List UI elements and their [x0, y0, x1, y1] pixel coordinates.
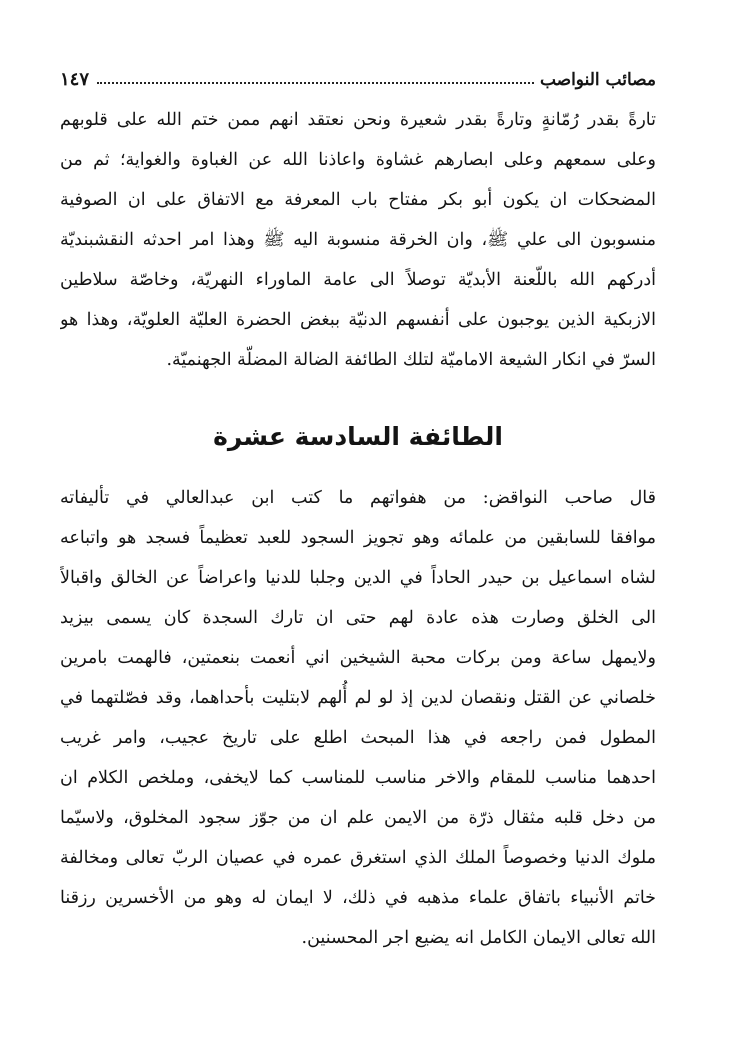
text-line: قال صاحب النواقض: من هفواتهم ما كتب ابن عبدالعالي في تأليفاته	[60, 488, 656, 508]
text-line: ملوك الدنيا وخصوصاً الملك الذي استغرق عمره في عصيان الربّ تعالى ومخالفة	[60, 848, 656, 868]
text-line: الله تعالى الايمان الكامل انه يضيع اجر المحسنين.	[301, 928, 656, 948]
text-line: لشاه اسماعيل بن حيدر الحاداً في الدين وجلبا للدنيا واعراضاً عن الخالق واقبالاً	[60, 568, 656, 588]
text-line: خاتم الأنبياء باتفاق علماء مذهبه في ذلك، لا ايمان له وهو من الأخسرين رزقنا	[60, 888, 656, 908]
section-heading: الطائفة السادسة عشرة	[213, 422, 503, 451]
text-line: احدهما مناسب للمقام والاخر مناسب للمناسب كما لايخفى، وملخص الكلام ان	[60, 768, 656, 788]
text-line: المطول فمن راجعه في هذا المبحث اطلع على تاريخ عجيب، وامر غريب	[60, 728, 656, 748]
text-line: من دخل قلبه مثقال ذرّة من الايمن علم ان من جوّز سجود المخلوق، ولاسيّما	[60, 808, 656, 828]
text-line: الى الخلق وصارت هذه عادة لهم حتى ان تارك السجدة كان يسمى بيزيد	[60, 608, 656, 628]
page-number: ١٤٧	[60, 69, 90, 90]
running-header-title: مصائب النواصب	[539, 70, 656, 90]
text-line: الازبكية الذين يوجبون على أنفسهم الدنيّة ببغض الحضرة العليّة العلويّة، وهذا هو	[60, 310, 656, 330]
text-line: موافقا للسابقين من علمائه وهو تجويز السجود للعبد تعظيماً فسجد هو واتباعه	[60, 528, 656, 548]
text-line: المضحكات ان يكون أبو بكر مفتاح باب المعرفة مع الاتفاق على ان الصوفية	[60, 190, 656, 210]
text-line: خلصاني عن القتل ونقصان لدين إذ لو لم أُلهم لابتليت بأحداهما، وقد فصّلتهما في	[60, 688, 656, 708]
paragraph-2	[60, 478, 656, 958]
text-line: منسوبون الى علي ﷺ، وان الخرقة منسوبة اليه ﷺ وهذا امر احدثه النقشبنديّة	[60, 230, 656, 250]
text-line: السرّ في انكار الشيعة الاماميّة لتلك الطائفة الضالة المضلّة الجهنميّة.	[166, 350, 656, 370]
text-line: ولايمهل ساعة ومن بركات محبة الشيخين اني أنعمت بنعمتين، فالهمت بامرين	[60, 648, 656, 668]
text-line: وعلى سمعهم وعلى ابصارهم غشاوة واعاذنا الله عن الغباوة والغواية؛ ثم من	[60, 150, 656, 170]
dotted-leader	[97, 82, 534, 84]
running-header	[60, 62, 656, 90]
text-line: أدركهم الله باللّعنة الأبديّة توصلاً الى عامة الماوراء النهريّة، وخاصّة سلاطين	[60, 270, 656, 290]
text-line: تارةً بقدر رُمّانةٍ وتارةً بقدر شعيرة ونحن نعتقد انهم ممن ختم الله على قلوبهم	[60, 110, 656, 130]
paragraph-1	[60, 100, 656, 380]
